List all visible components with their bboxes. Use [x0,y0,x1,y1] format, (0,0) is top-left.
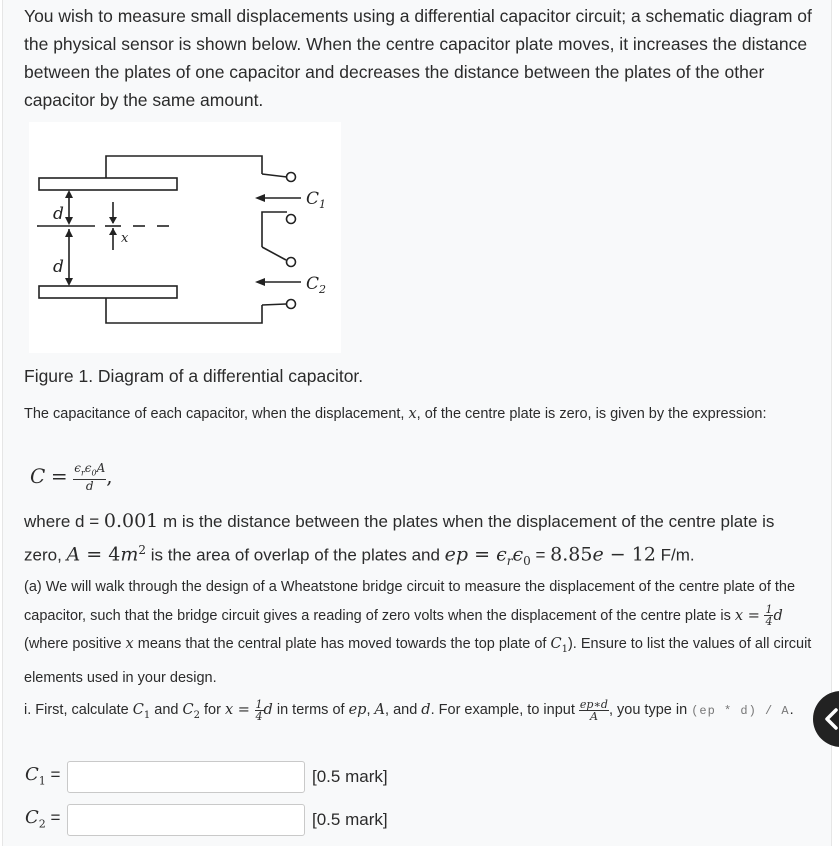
part-a-text: (a) We will walk through the design of a Wheatstone bridge circuit to measure the displacement of the centre plate of the capacitor, such that the bridge circuit gives a reading of zero volts when the displacement of the centre plate is x = $\frac{1}{4}$ d (where positive x means that the central plate has moved towards the top plate of $C_1$). Ensure to list the values of all circuit elements used in your design. [24,579,812,687]
c2-label: $C_2$ [306,274,327,296]
middle-lead [262,212,287,226]
c1-answer-input[interactable] [67,761,305,793]
c1-label: $C_1$ [306,189,327,211]
middle-terminal-top [287,215,296,224]
x-label: x [121,231,129,246]
example-code: (ep * d) / A [691,704,790,718]
capacitance-intro: The capacitance of each capacitor, when the displacement, x, of the centre plate is zero, is given by the expression: [24,406,767,422]
bottom-lead [106,298,262,323]
figure-caption: Figure 1. Diagram of a differential capacitor. [24,366,364,386]
c2-answer-input[interactable] [67,804,305,836]
c1-answer-label: $C_1$ = [25,764,61,788]
differential-capacitor-figure [29,122,341,353]
chevron-left-icon [824,708,839,730]
where-text: where d = 0.001 m is the distance between the plates when the displacement of the centre plate is zero, $A = 4m^2$ is the area of overlap of the plates and ep = $\epsilon_r\epsilon_0 = 8.85e - 12$ F/m. [24,510,775,569]
top-lead [106,156,262,178]
middle-terminal-bottom [287,258,296,267]
c1-mark: [0.5 mark] [312,767,388,786]
capacitance-formula: C = $\frac{\epsilon_r\epsilon_0A}{d}$ , [30,461,113,494]
capacitor-diagram [29,122,341,353]
d-label-bottom: d [53,257,64,277]
intro-text: You wish to measure small displacements using a differential capacitor circuit; a schematic diagram of the physical sensor is shown below. When the centre capacitor plate moves, it increases the distance between the plates of one capacitor and decreases the distance between the plates of the other capacitor by the same amount. [24,6,812,110]
bottom-terminal [287,300,296,309]
c2-answer-label: $C_2$ = [25,807,61,831]
top-terminal [287,173,296,182]
part-i-text: i. First, calculate $C_1$ and $C_2$ for x = $\frac{1}{4}$ d in terms of ep, A, and d. For example, to input $\frac{ep∗d}{A}$ , you type in (ep * d) / A. [24,697,794,723]
bottom-plate [39,286,177,298]
c2-mark: [0.5 mark] [312,810,388,829]
top-plate [39,178,177,190]
d-label-top: d [53,204,64,224]
